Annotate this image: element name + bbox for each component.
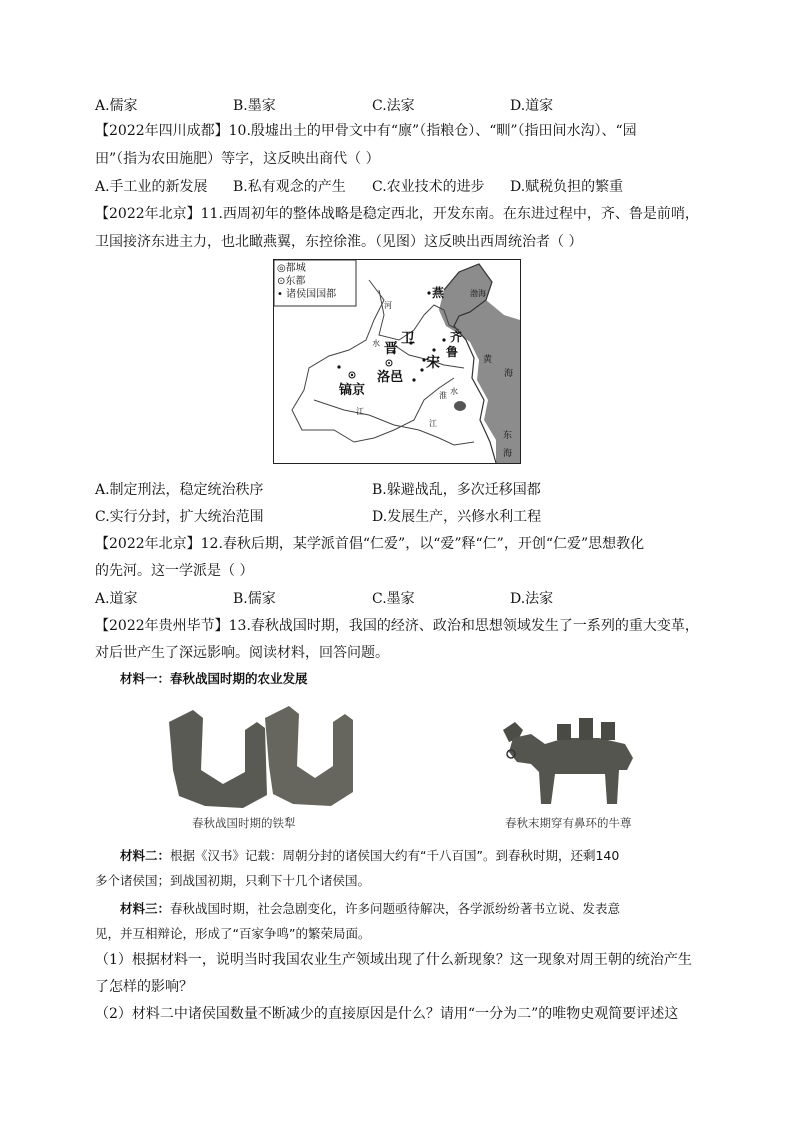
label-river-jiang2: 江 [429, 419, 437, 428]
label-sea-bo: 渤 [470, 289, 478, 298]
west-dot [337, 365, 340, 368]
label-sea-huang: 黄 [483, 355, 493, 365]
label-sea-dong: 东 [503, 431, 513, 441]
label-river-jiang: 江 [356, 407, 364, 416]
legend-east-capital: ⊙东都 [277, 276, 306, 287]
vessel-mouth-1 [557, 724, 571, 740]
vessel-mouth-3 [601, 722, 615, 740]
ox-zun-photo [495, 708, 640, 808]
vessel-mouth-2 [579, 718, 593, 740]
q13-sub1-line2: 了怎样的影响？ [95, 979, 193, 995]
q9-option-c: C.法家 [372, 98, 415, 114]
luoyi-center [388, 362, 390, 364]
q10-stem-line1: 【2022年四川成都】10.殷墟出土的甲骨文中有“廪”（指粮仓）、“甽”（指田间水沟）、“园 [95, 123, 637, 139]
q12-option-a: A.道家 [95, 591, 138, 607]
material1-title: 材料一：春秋战国时期的农业发展 [120, 671, 308, 686]
map-legend [277, 262, 336, 301]
material3-text1: 春秋战国时期，社会急剧变化，许多问题亟待解决，各学派纷纷著书立说、发表意 [170, 901, 621, 916]
label-jin: 晋 [384, 341, 398, 357]
q13-sub2-line1: （2）材料二中诸侯国数量不断减少的直接原因是什么？请用“一分为二”的唯物史观简要评述这 [95, 1006, 679, 1022]
label-yan: 燕 [432, 286, 445, 300]
q9-option-d: D.道家 [510, 98, 554, 114]
label-wei: 卫 [401, 331, 415, 347]
q11-stem-line2: 卫国接济东进主力，也北瞰燕翼，东控徐淮。（见图）这反映出西周统治者（ ） [95, 234, 583, 250]
q11-option-b: B.躲避战乱，多次迁移国都 [372, 482, 541, 498]
q10-option-c: C.农业技术的进步 [372, 179, 485, 195]
ox-body [509, 734, 633, 804]
label-luoyi: 洛邑 [377, 370, 404, 385]
label-sea-hai: 海 [478, 289, 486, 298]
caption-iron-plough: 春秋战国时期的铁犁 [192, 816, 296, 830]
q13-stem-line1: 【2022年贵州毕节】13.春秋战国时期，我国的经济、政治和思想领域发生了一系列的重大变革， [95, 618, 699, 634]
label-song: 宋 [426, 355, 440, 371]
q11-stem-line1: 【2022年北京】11.西周初年的整体战略是稳定西北，开发东南。在东进过程中，齐、鲁是前哨， [95, 206, 699, 222]
q9-option-b: B.墨家 [233, 98, 276, 114]
haojing-center [351, 374, 353, 376]
q13-sub1-line1: （1）根据材料一，说明当时我国农业生产领域出现了什么新现象？这一现象对周王朝的统治产生 [95, 952, 692, 968]
q10-option-a: A.手工业的新发展 [95, 179, 208, 195]
label-qi: 齐 [450, 330, 463, 344]
material2-text1: 根据《汉书》记载：周朝分封的诸侯国大约有“千八百国”。到春秋时期，还剩140 [170, 848, 620, 863]
plough-right [265, 706, 353, 806]
label-sea-hai3: 海 [503, 449, 513, 459]
south-dot [412, 378, 415, 381]
q10-option-b: B.私有观念的产生 [233, 179, 346, 195]
q12-stem-line2: 的先河。这一学派是（ ） [95, 563, 254, 579]
extra-dot [420, 368, 423, 371]
material2-line2: 多个诸侯国；到战国初期，只剩下十几个诸侯国。 [95, 873, 371, 888]
yan-dot [427, 291, 430, 294]
label-river-shui2: 水 [450, 387, 458, 396]
q12-option-c: C.墨家 [372, 591, 415, 607]
q11-option-c: C.实行分封，扩大统治范围 [95, 509, 264, 525]
material2-line1 [120, 848, 619, 864]
material2-label: 材料二： [120, 848, 171, 863]
legend-capital: ◎都城 [277, 263, 306, 274]
ox-zun-illustration [495, 708, 640, 808]
lake [454, 401, 466, 411]
q11-option-a: A.制定刑法，稳定统治秩序 [95, 482, 264, 498]
yangtze-river [314, 400, 474, 445]
q11-option-d: D.发展生产，兴修水利工程 [372, 509, 542, 525]
label-haojing: 镐京 [339, 383, 366, 398]
label-river-shui: 水 [372, 339, 380, 348]
iron-plough-photo [165, 700, 355, 810]
q12-stem-line1: 【2022年北京】12.春秋后期，某学派首倡“仁爱”，以“爱”释“仁”，开创“仁爱”思想教化 [95, 536, 645, 552]
label-lu: 鲁 [446, 345, 459, 359]
q9-option-a: A.儒家 [95, 98, 138, 114]
q12-option-d: D.法家 [510, 591, 554, 607]
label-river-huai: 淮 [439, 391, 447, 400]
iron-plough-illustration [165, 700, 355, 810]
caption-ox-zun: 春秋末期穿有鼻环的牛尊 [505, 816, 632, 830]
q12-option-b: B.儒家 [233, 591, 276, 607]
q13-stem-line2: 对后世产生了深远影响。阅读材料，回答问题。 [95, 645, 389, 661]
q10-option-d: D.赋税负担的繁重 [510, 179, 624, 195]
legend-vassal-capital: • 诸侯国国都 [277, 289, 337, 300]
qi-dot [442, 338, 445, 341]
label-river-he: 河 [384, 301, 392, 310]
label-sea-hai2: 海 [504, 369, 514, 379]
western-zhou-map [273, 259, 521, 464]
material3-line2: 见，并互相辩论，形成了“百家争鸣”的繁荣局面。 [95, 926, 371, 941]
material3-label: 材料三： [120, 901, 171, 916]
q10-stem-line2: 田”（指为农田施肥）等字，这反映出商代（ ） [95, 151, 380, 167]
plough-left [169, 710, 267, 808]
material3-line1 [120, 901, 620, 917]
